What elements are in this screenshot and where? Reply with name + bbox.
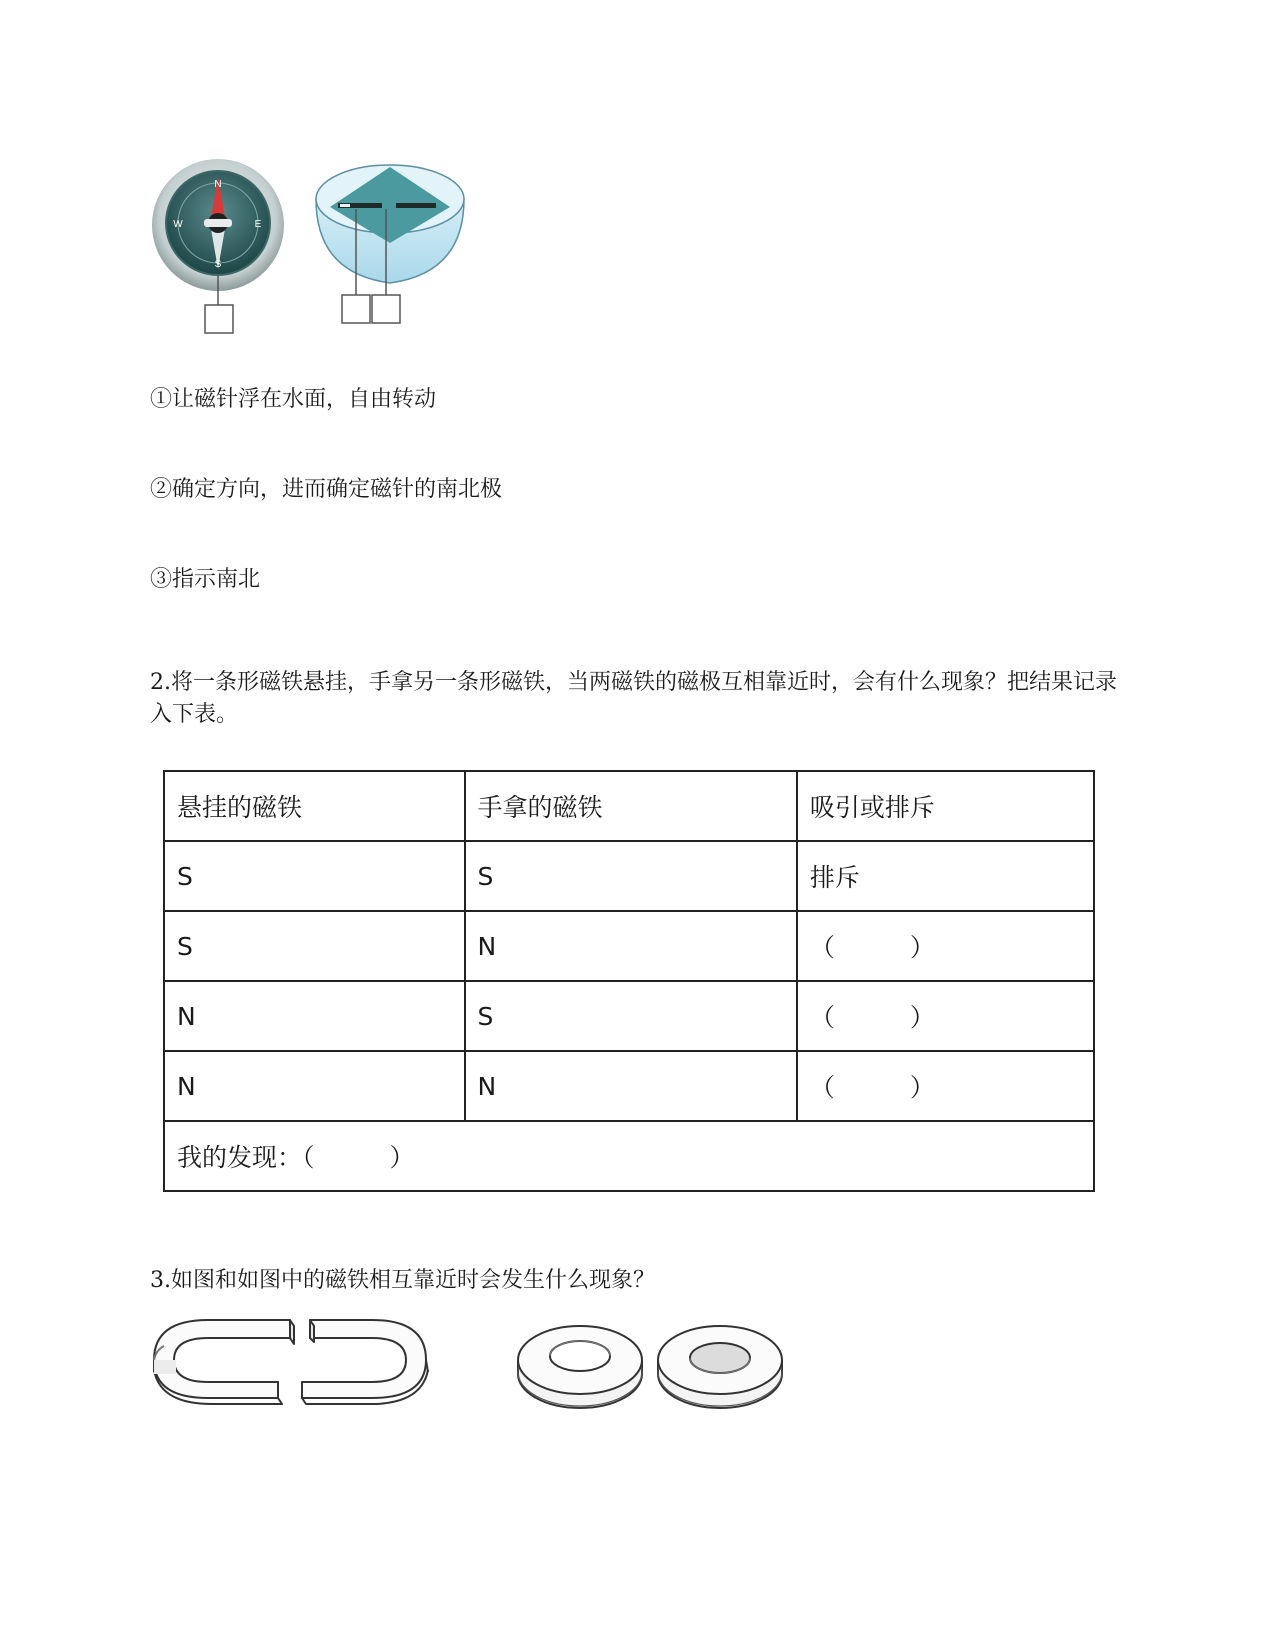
cell-result-blank[interactable]: （ ） — [797, 981, 1094, 1051]
step-3: ③指示南北 — [150, 567, 261, 592]
compass-letter-w: W — [173, 219, 183, 230]
compass-letter-s: S — [214, 259, 222, 270]
needle-answer-box-left[interactable] — [342, 295, 370, 323]
table-row — [164, 911, 1094, 981]
cell-hang: N — [164, 1051, 465, 1121]
cell-result-blank[interactable]: （ ） — [797, 1051, 1094, 1121]
table-row — [164, 841, 1094, 911]
table-header-row — [164, 771, 1094, 841]
ring-magnet-right-icon — [658, 1326, 782, 1408]
table-row — [164, 1051, 1094, 1121]
table-row — [164, 981, 1094, 1051]
question-2: 2.将一条形磁铁悬挂，手拿另一条形磁铁，当两磁铁的磁极互相靠近时，会有什么现象？把结果记录入下表。 — [150, 670, 1117, 727]
u-magnet-right-icon — [302, 1320, 428, 1404]
cell-result-blank[interactable]: （ ） — [797, 911, 1094, 981]
needle-answer-box-right[interactable] — [372, 295, 400, 323]
cell-finding[interactable]: 我的发现：（ ） — [164, 1121, 1094, 1191]
cell-hang: N — [164, 981, 465, 1051]
compass-figure — [150, 155, 480, 345]
header-attract-repel: 吸引或排斥 — [797, 771, 1094, 841]
magnet-pole-table — [163, 770, 1095, 1192]
cell-hang: S — [164, 841, 465, 911]
header-hand-magnet: 手拿的磁铁 — [465, 771, 797, 841]
compass-letter-n: N — [214, 179, 222, 190]
compass-answer-box[interactable] — [205, 305, 233, 333]
table-finding-row — [164, 1121, 1094, 1191]
ring-magnet-left-icon — [518, 1326, 642, 1408]
water-bowl-icon — [316, 165, 464, 283]
cell-hand: S — [465, 841, 797, 911]
cell-hang: S — [164, 911, 465, 981]
step-1: ①让磁针浮在水面，自由转动 — [150, 387, 437, 412]
compass-icon — [152, 159, 284, 291]
compass-letter-e: E — [254, 219, 262, 230]
magnets-figure — [150, 1310, 830, 1415]
cell-hand: N — [465, 911, 797, 981]
cell-hand: S — [465, 981, 797, 1051]
question-3: 3.如图和如图中的磁铁相互靠近时会发生什么现象？ — [150, 1268, 655, 1293]
u-magnet-left-icon — [154, 1320, 294, 1404]
cell-result: 排斥 — [797, 841, 1094, 911]
step-2: ②确定方向，进而确定磁针的南北极 — [150, 477, 503, 502]
header-hanging-magnet: 悬挂的磁铁 — [164, 771, 465, 841]
cell-hand: N — [465, 1051, 797, 1121]
